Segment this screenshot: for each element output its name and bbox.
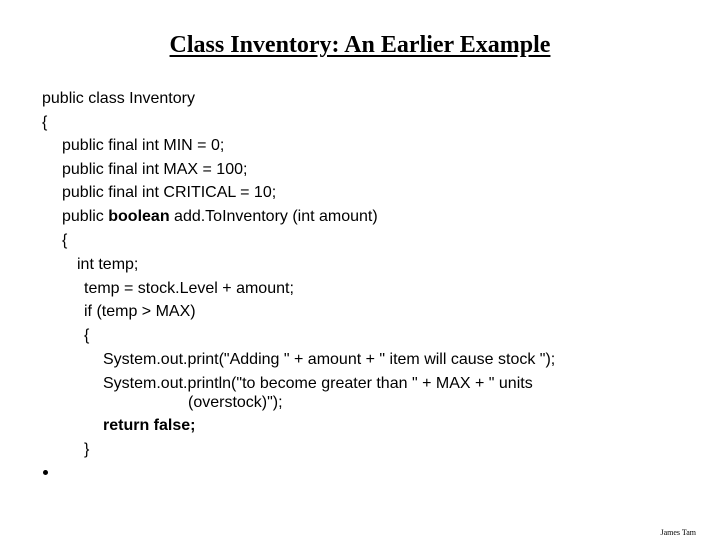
code-line-min-constant: public final int MIN = 0; bbox=[62, 137, 225, 154]
method-name-params: add.ToInventory (int amount) bbox=[169, 208, 378, 225]
code-line-if-open-brace: { bbox=[84, 327, 90, 344]
code-line-return-false: return false; bbox=[103, 417, 196, 434]
code-line-println-statement: System.out.println("to become greater than " + MAX + " units bbox=[103, 375, 533, 392]
code-line-if-close-brace: } bbox=[84, 441, 90, 458]
code-line-class-declaration: public class Inventory bbox=[42, 90, 195, 107]
footer-author: James Tam bbox=[660, 528, 696, 537]
code-line-temp-assignment: temp = stock.Level + amount; bbox=[84, 280, 294, 297]
code-line-if-statement: if (temp > MAX) bbox=[84, 303, 196, 320]
method-modifier: public bbox=[62, 208, 109, 225]
code-line-print-statement: System.out.print("Adding " + amount + " item will cause stock "); bbox=[103, 351, 556, 368]
method-return-type: boolean bbox=[108, 208, 170, 225]
slide-title: Class Inventory: An Earlier Example bbox=[169, 32, 551, 58]
code-line-class-open-brace: { bbox=[42, 114, 48, 131]
bullet-dot bbox=[43, 470, 48, 475]
code-line-method-open-brace: { bbox=[62, 232, 68, 249]
code-line-temp-declaration: int temp; bbox=[77, 256, 139, 273]
code-line-println-continuation: (overstock)"); bbox=[188, 394, 283, 411]
code-line-max-constant: public final int MAX = 100; bbox=[62, 161, 248, 178]
code-line-critical-constant: public final int CRITICAL = 10; bbox=[62, 184, 277, 201]
code-line-method-signature bbox=[62, 207, 378, 227]
